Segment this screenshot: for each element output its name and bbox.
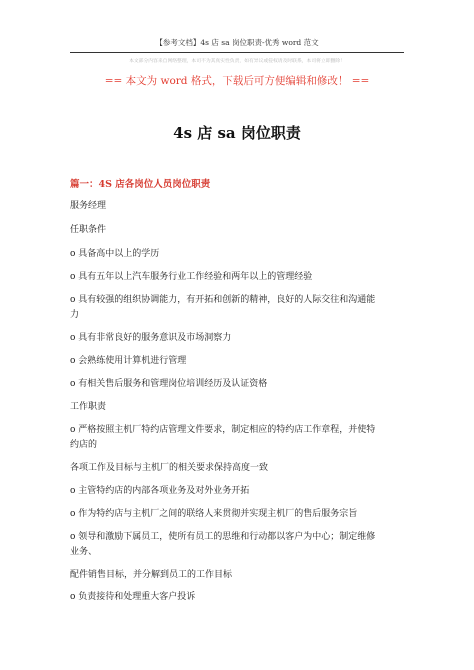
body-line: 工作职责 <box>70 402 107 412</box>
body-line: 业务、 <box>70 547 98 557</box>
body-line: o 具有较强的组织协调能力，有开拓和创新的精神，良好的人际交往和沟通能 <box>70 295 376 305</box>
body-line: o 严格按照主机厂特约店管理文件要求，制定相应的特约店工作章程，并使特 <box>70 425 376 435</box>
body-line: o 具有非常良好的服务意识及市场洞察力 <box>70 333 232 343</box>
body-line: 力 <box>70 310 80 320</box>
document-title: 4s 店 sa 岗位职责 <box>173 124 301 142</box>
body-line: o 作为特约店与主机厂之间的联络人来贯彻并实现主机厂的售后服务宗旨 <box>70 509 358 519</box>
body-line: o 具备高中以上的学历 <box>70 249 160 259</box>
header-divider <box>70 52 404 53</box>
word-format-banner: == 本文为 word 格式，下载后可方便编辑和修改！ == <box>104 75 370 87</box>
body-line: 服务经理 <box>70 201 107 211</box>
disclaimer-text: 本文部分内容来自网络整理，本司不为其真实性负责，如有异议或侵权请及时联系，本司将立即删除！ <box>129 59 345 64</box>
body-line: o 具有五年以上汽车服务行业工作经验和两年以上的管理经验 <box>70 272 313 282</box>
body-line: o 有相关售后服务和管理岗位培训经历及认证资格 <box>70 379 268 389</box>
body-line: o 会熟练使用计算机进行管理 <box>70 356 187 366</box>
body-line: 约店的 <box>70 440 98 450</box>
body-line: o 领导和激励下属员工，使所有员工的思维和行动都以客户为中心；制定维修 <box>70 532 376 542</box>
body-line: 各项工作及目标与主机厂的相关要求保持高度一致 <box>70 463 269 473</box>
page-header: 【参考文档】4s 店 sa 岗位职责-优秀 word 范文 <box>155 38 319 47</box>
section-heading: 篇一：4S 店各岗位人员岗位职责 <box>70 179 211 190</box>
body-line: o 负责接待和处理重大客户投诉 <box>70 592 196 602</box>
body-line: 配件销售目标，并分解到员工的工作目标 <box>70 570 233 580</box>
body-line: o 主管特约店的内部各项业务及对外业务开拓 <box>70 486 250 496</box>
body-line: 任职条件 <box>70 225 107 235</box>
